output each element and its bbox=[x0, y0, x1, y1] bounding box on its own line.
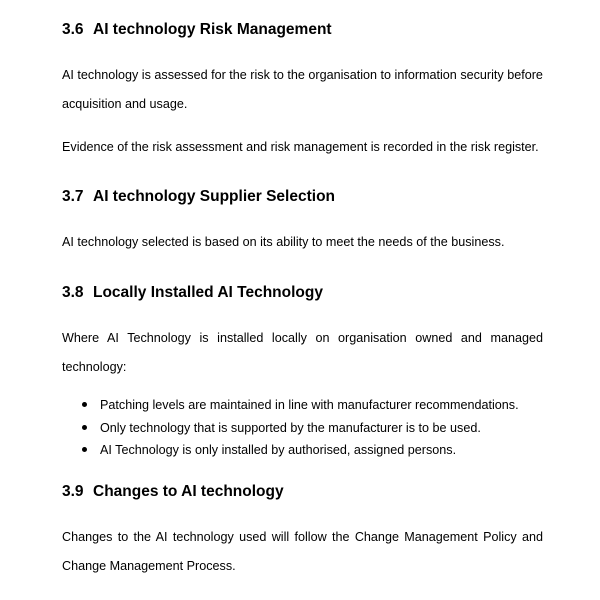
section-heading-3-6 bbox=[62, 21, 332, 39]
section-heading-3-7 bbox=[62, 188, 335, 206]
section-paragraph: Evidence of the risk assessment and risk management is recorded in the risk register. bbox=[62, 140, 539, 154]
list-item-text: AI Technology is only installed by authorised, assigned persons. bbox=[100, 443, 457, 457]
section-title: Changes to AI technology bbox=[93, 483, 284, 500]
section-heading-3-8 bbox=[62, 284, 323, 302]
list-item-text: Only technology that is supported by the manufacturer is to be used. bbox=[100, 420, 481, 435]
section-paragraph: Where AI Technology is installed locally on organisation owned and managed technology: bbox=[62, 331, 543, 374]
list-item-text: Patching levels are maintained in line with manufacturer recommendations. bbox=[100, 398, 519, 412]
section-paragraph: Changes to the AI technology used will follow the Change Management Policy and Change Management Process. bbox=[62, 530, 543, 573]
section-paragraph: AI technology is assessed for the risk to the organisation to information security before acquisition and usage. bbox=[62, 68, 543, 111]
section-paragraph: AI technology selected is based on its ability to meet the needs of the business. bbox=[62, 235, 505, 249]
section-number: 3.8 bbox=[62, 284, 84, 301]
section-number: 3.9 bbox=[62, 483, 84, 500]
section-number: 3.7 bbox=[62, 188, 84, 205]
bullet-icon bbox=[82, 447, 87, 452]
section-number: 3.6 bbox=[62, 21, 84, 38]
list-item bbox=[62, 394, 543, 417]
section-heading-3-9 bbox=[62, 483, 284, 501]
bullet-list bbox=[62, 394, 543, 462]
section-title: AI technology Risk Management bbox=[93, 21, 332, 38]
list-item bbox=[62, 417, 543, 440]
section-title: AI technology Supplier Selection bbox=[93, 188, 336, 205]
section-title: Locally Installed AI Technology bbox=[93, 284, 323, 301]
bullet-icon bbox=[82, 402, 87, 407]
list-item bbox=[62, 439, 543, 462]
bullet-icon bbox=[82, 425, 87, 430]
